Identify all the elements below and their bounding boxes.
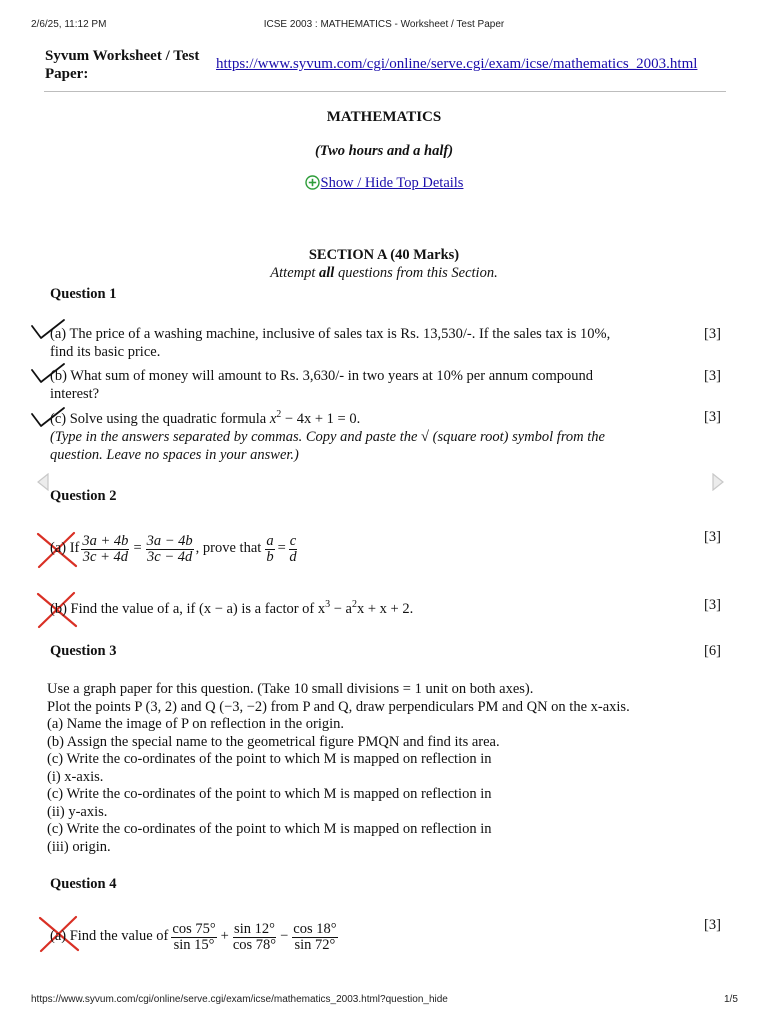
fraction-numerator: 3a + 4b — [82, 532, 129, 549]
question-2a — [50, 530, 297, 568]
section-instruction-post: questions from this Section. — [334, 265, 498, 281]
question-2b-exp1: 3 — [325, 599, 331, 611]
site-label — [45, 47, 199, 83]
question-1b — [50, 368, 690, 403]
question-3-marks: [6] — [704, 643, 721, 659]
right-arrow-icon[interactable] — [711, 473, 725, 496]
question-3-line: (ii) y-axis. — [47, 803, 108, 820]
plus-sign: + — [220, 928, 229, 945]
question-1b-marks: [3] — [704, 368, 721, 384]
fraction — [81, 534, 129, 565]
fraction — [292, 922, 337, 953]
fraction-denominator: cos 78° — [232, 936, 277, 953]
fraction — [265, 534, 274, 565]
question-2b-text: (b) Find the value of a, if (x − a) is a factor of x — [50, 601, 326, 617]
fraction — [171, 922, 216, 953]
question-4-heading: Question 4 — [50, 876, 117, 892]
fraction-denominator: d — [289, 548, 297, 565]
exam-subject: MATHEMATICS — [326, 109, 442, 125]
question-3-line: (i) x-axis. — [47, 768, 104, 785]
question-4a — [50, 918, 338, 956]
question-3-line: (b) Assign the special name to the geometrical figure PMQN and find its area. — [47, 733, 500, 750]
section-instruction-pre: Attempt — [270, 265, 320, 281]
question-1c-marks: [3] — [704, 409, 721, 425]
question-1c — [50, 411, 690, 429]
print-footer-url: https://www.syvum.com/cgi/online/serve.cgi/exam/icse/mathematics_2003.html?question_hide — [31, 994, 448, 1005]
question-2-heading: Question 2 — [50, 488, 117, 504]
site-label-line2 — [45, 65, 199, 83]
fraction — [289, 534, 297, 565]
question-2b-mid: − a — [330, 601, 352, 617]
fraction-denominator: sin 72° — [294, 936, 336, 953]
section-instruction — [0, 265, 768, 282]
question-1c-note-line2: question. Leave no spaces in your answer.) — [50, 446, 299, 463]
fraction-denominator: 3c + 4d — [82, 548, 129, 565]
print-page-number: 1/5 — [724, 994, 738, 1005]
equals-sign: = — [133, 540, 142, 557]
fraction-numerator: cos 75° — [172, 920, 216, 937]
show-hide-top-details-link[interactable]: Show / Hide Top Details — [320, 175, 464, 191]
print-title: ICSE 2003 : MATHEMATICS - Worksheet / Test Paper — [263, 19, 505, 30]
question-3-line: Plot the points P (3, 2) and Q (−3, −2) from P and Q, draw perpendiculars PM and QN on the x-axis. — [47, 698, 630, 715]
question-3-line: Use a graph paper for this question. (Take 10 small divisions = 1 unit on both axes). — [47, 681, 534, 697]
question-2b — [50, 601, 413, 619]
question-3-line: (c) Write the co-ordinates of the point to which M is mapped on reflection in — [47, 751, 492, 767]
question-1c-var: x — [269, 411, 277, 427]
question-1c-note-line1: (Type in the answers separated by commas. Copy and paste the √ (square root) symbol from the — [50, 429, 605, 445]
fraction-numerator: a — [266, 532, 274, 549]
question-3-line: (c) Write the co-ordinates of the point to which M is mapped on reflection in — [47, 786, 492, 802]
question-1b-line2: interest? — [50, 385, 100, 402]
question-1a-line2: find its basic price. — [50, 343, 161, 360]
question-1c-exp: 2 — [276, 409, 282, 421]
fraction — [233, 922, 276, 953]
question-2a-marks: [3] — [704, 529, 721, 545]
question-1c-text: (c) Solve using the quadratic formula — [50, 411, 270, 427]
fraction-denominator: 3c − 4d — [147, 548, 193, 565]
fraction — [146, 534, 194, 565]
question-3-heading: Question 3 — [50, 643, 117, 659]
fraction-numerator: cos 18° — [293, 920, 337, 937]
fraction-denominator: b — [266, 548, 274, 565]
plus-circle-icon[interactable] — [305, 175, 320, 195]
minus-sign: − — [280, 928, 289, 945]
question-2b-marks: [3] — [704, 597, 721, 613]
question-4a-marks: [3] — [704, 917, 721, 933]
question-2a-text: (a) If — [50, 540, 80, 557]
site-label-line2-text: Paper: — [45, 66, 89, 82]
fraction-numerator: 3a − 4b — [146, 532, 193, 549]
fraction-denominator: sin 15° — [173, 936, 215, 953]
fraction-numerator: c — [289, 532, 297, 549]
site-label-line1: Syvum Worksheet / Test — [45, 48, 200, 64]
question-1a — [50, 326, 690, 361]
question-4a-text: (a) Find the value of — [50, 928, 169, 945]
question-1-heading: Question 1 — [50, 286, 117, 302]
question-1c-note — [50, 429, 690, 464]
section-title: SECTION A (40 Marks) — [308, 247, 460, 263]
worksheet-url-link[interactable]: https://www.syvum.com/cgi/online/serve.cgi/exam/icse/mathematics_2003.html — [216, 56, 698, 72]
question-3-line: (a) Name the image of P on reflection in the origin. — [47, 716, 345, 732]
question-1b-line1: (b) What sum of money will amount to Rs. 3,630/- in two years at 10% per annum compound — [50, 368, 593, 384]
fraction-numerator: sin 12° — [234, 920, 275, 937]
question-3-body — [47, 681, 707, 856]
print-datetime: 2/6/25, 11:12 PM — [31, 19, 107, 30]
question-1a-marks: [3] — [704, 326, 721, 342]
header-divider — [44, 91, 726, 92]
left-arrow-icon[interactable] — [36, 473, 50, 496]
equals-sign: = — [277, 540, 286, 557]
question-1a-line1: (a) The price of a washing machine, inclusive of sales tax is Rs. 13,530/-. If the sales tax is 10%, — [50, 326, 611, 342]
question-2a-mid: , prove that — [195, 540, 262, 557]
toggle-details-row — [0, 175, 768, 195]
exam-duration: (Two hours and a half) — [314, 143, 454, 159]
question-3-line: (iii) origin. — [47, 838, 111, 855]
question-1c-post: − 4x + 1 = 0. — [281, 411, 361, 427]
question-2b-exp2: 2 — [352, 599, 357, 611]
question-2b-post: x + x + 2. — [357, 601, 414, 617]
section-instruction-bold: all — [319, 265, 335, 281]
question-3-line: (c) Write the co-ordinates of the point to which M is mapped on reflection in — [47, 821, 492, 837]
